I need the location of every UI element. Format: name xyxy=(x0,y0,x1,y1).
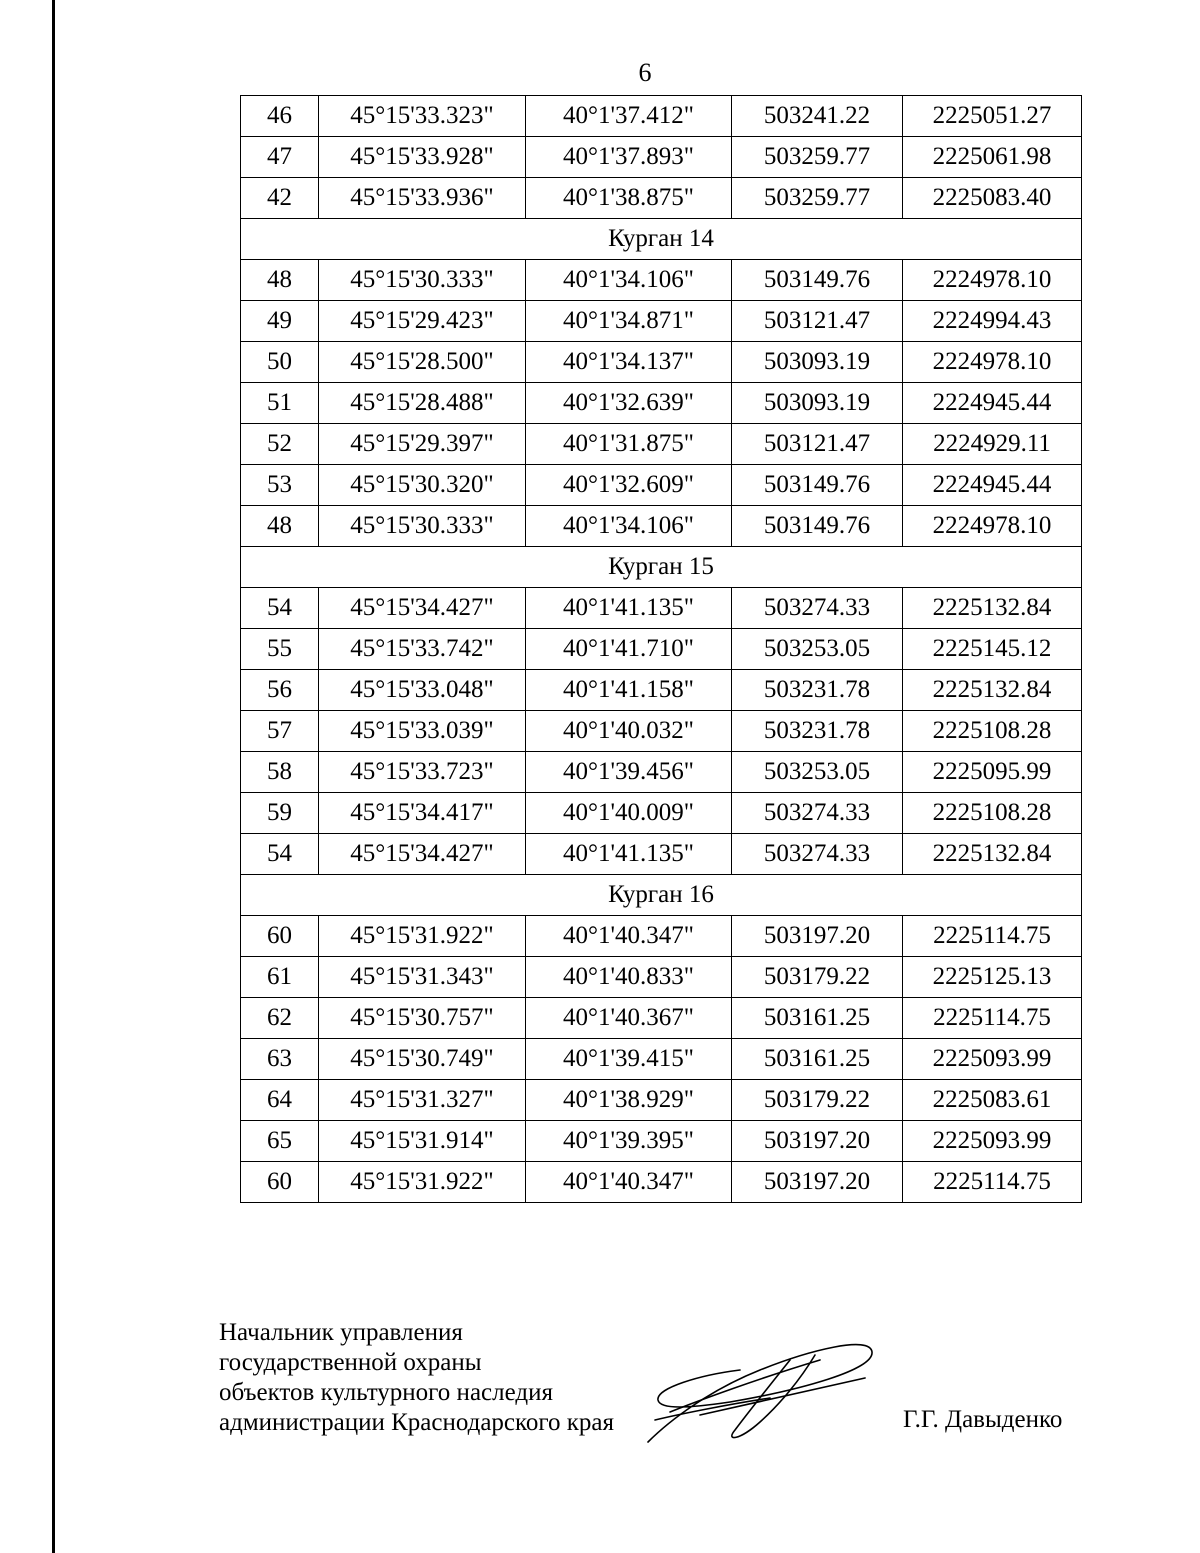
longitude-cell: 40°1'37.893" xyxy=(526,137,732,178)
latitude-cell: 45°15'31.343" xyxy=(319,957,526,998)
point-number-cell: 53 xyxy=(241,465,319,506)
point-number-cell: 54 xyxy=(241,588,319,629)
longitude-cell: 40°1'41.135" xyxy=(526,834,732,875)
point-number-cell: 58 xyxy=(241,752,319,793)
latitude-cell: 45°15'30.749" xyxy=(319,1039,526,1080)
point-number-cell: 64 xyxy=(241,1080,319,1121)
signer-position-line: объектов культурного наследия xyxy=(219,1379,553,1406)
x-coordinate-cell: 503093.19 xyxy=(732,342,903,383)
table-row xyxy=(241,834,1082,875)
x-coordinate-cell: 503121.47 xyxy=(732,424,903,465)
table-row xyxy=(241,998,1082,1039)
table-row xyxy=(241,424,1082,465)
x-coordinate-cell: 503197.20 xyxy=(732,1121,903,1162)
y-coordinate-cell: 2225114.75 xyxy=(903,916,1082,957)
latitude-cell: 45°15'34.427" xyxy=(319,588,526,629)
left-margin-line xyxy=(52,0,55,1553)
longitude-cell: 40°1'39.395" xyxy=(526,1121,732,1162)
longitude-cell: 40°1'40.032" xyxy=(526,711,732,752)
x-coordinate-cell: 503093.19 xyxy=(732,383,903,424)
table-row xyxy=(241,1039,1082,1080)
longitude-cell: 40°1'40.367" xyxy=(526,998,732,1039)
point-number-cell: 57 xyxy=(241,711,319,752)
table-row xyxy=(241,629,1082,670)
y-coordinate-cell: 2225114.75 xyxy=(903,1162,1082,1203)
longitude-cell: 40°1'40.009" xyxy=(526,793,732,834)
group-title: Курган 16 xyxy=(241,875,1082,916)
latitude-cell: 45°15'30.320" xyxy=(319,465,526,506)
point-number-cell: 46 xyxy=(241,96,319,137)
longitude-cell: 40°1'39.456" xyxy=(526,752,732,793)
point-number-cell: 49 xyxy=(241,301,319,342)
longitude-cell: 40°1'40.347" xyxy=(526,916,732,957)
x-coordinate-cell: 503253.05 xyxy=(732,629,903,670)
y-coordinate-cell: 2225093.99 xyxy=(903,1121,1082,1162)
latitude-cell: 45°15'34.427" xyxy=(319,834,526,875)
point-number-cell: 61 xyxy=(241,957,319,998)
longitude-cell: 40°1'34.106" xyxy=(526,506,732,547)
latitude-cell: 45°15'33.048" xyxy=(319,670,526,711)
y-coordinate-cell: 2224978.10 xyxy=(903,506,1082,547)
latitude-cell: 45°15'28.488" xyxy=(319,383,526,424)
longitude-cell: 40°1'41.158" xyxy=(526,670,732,711)
latitude-cell: 45°15'30.757" xyxy=(319,998,526,1039)
table-row xyxy=(241,752,1082,793)
point-number-cell: 48 xyxy=(241,260,319,301)
x-coordinate-cell: 503161.25 xyxy=(732,1039,903,1080)
x-coordinate-cell: 503274.33 xyxy=(732,588,903,629)
x-coordinate-cell: 503259.77 xyxy=(732,178,903,219)
longitude-cell: 40°1'39.415" xyxy=(526,1039,732,1080)
y-coordinate-cell: 2225083.61 xyxy=(903,1080,1082,1121)
point-number-cell: 48 xyxy=(241,506,319,547)
x-coordinate-cell: 503149.76 xyxy=(732,260,903,301)
x-coordinate-cell: 503274.33 xyxy=(732,793,903,834)
coordinates-table xyxy=(240,95,1082,1203)
latitude-cell: 45°15'28.500" xyxy=(319,342,526,383)
longitude-cell: 40°1'32.639" xyxy=(526,383,732,424)
table-row xyxy=(241,383,1082,424)
table-row xyxy=(241,670,1082,711)
point-number-cell: 42 xyxy=(241,178,319,219)
latitude-cell: 45°15'29.423" xyxy=(319,301,526,342)
table-row xyxy=(241,260,1082,301)
latitude-cell: 45°15'33.936" xyxy=(319,178,526,219)
point-number-cell: 65 xyxy=(241,1121,319,1162)
y-coordinate-cell: 2225114.75 xyxy=(903,998,1082,1039)
y-coordinate-cell: 2224978.10 xyxy=(903,342,1082,383)
longitude-cell: 40°1'31.875" xyxy=(526,424,732,465)
signer-name: Г.Г. Давыденко xyxy=(903,1406,1063,1433)
longitude-cell: 40°1'37.412" xyxy=(526,96,732,137)
point-number-cell: 52 xyxy=(241,424,319,465)
longitude-cell: 40°1'41.135" xyxy=(526,588,732,629)
point-number-cell: 55 xyxy=(241,629,319,670)
longitude-cell: 40°1'34.106" xyxy=(526,260,732,301)
table-row xyxy=(241,916,1082,957)
y-coordinate-cell: 2225093.99 xyxy=(903,1039,1082,1080)
y-coordinate-cell: 2224945.44 xyxy=(903,383,1082,424)
y-coordinate-cell: 2224994.43 xyxy=(903,301,1082,342)
y-coordinate-cell: 2225132.84 xyxy=(903,588,1082,629)
latitude-cell: 45°15'31.922" xyxy=(319,1162,526,1203)
latitude-cell: 45°15'33.928" xyxy=(319,137,526,178)
latitude-cell: 45°15'30.333" xyxy=(319,260,526,301)
table-row xyxy=(241,465,1082,506)
y-coordinate-cell: 2225132.84 xyxy=(903,670,1082,711)
table-row xyxy=(241,137,1082,178)
latitude-cell: 45°15'33.039" xyxy=(319,711,526,752)
y-coordinate-cell: 2225095.99 xyxy=(903,752,1082,793)
point-number-cell: 51 xyxy=(241,383,319,424)
x-coordinate-cell: 503231.78 xyxy=(732,670,903,711)
table-row xyxy=(241,342,1082,383)
x-coordinate-cell: 503121.47 xyxy=(732,301,903,342)
y-coordinate-cell: 2225051.27 xyxy=(903,96,1082,137)
x-coordinate-cell: 503259.77 xyxy=(732,137,903,178)
latitude-cell: 45°15'29.397" xyxy=(319,424,526,465)
x-coordinate-cell: 503231.78 xyxy=(732,711,903,752)
table-row xyxy=(241,96,1082,137)
point-number-cell: 47 xyxy=(241,137,319,178)
y-coordinate-cell: 2225083.40 xyxy=(903,178,1082,219)
signer-position-line: администрации Краснодарского края xyxy=(219,1409,615,1436)
longitude-cell: 40°1'41.710" xyxy=(526,629,732,670)
page-number: 6 xyxy=(638,58,652,87)
latitude-cell: 45°15'33.323" xyxy=(319,96,526,137)
x-coordinate-cell: 503197.20 xyxy=(732,916,903,957)
table-row xyxy=(241,178,1082,219)
latitude-cell: 45°15'31.914" xyxy=(319,1121,526,1162)
y-coordinate-cell: 2225108.28 xyxy=(903,711,1082,752)
signer-position-line: Начальник управления xyxy=(219,1319,463,1346)
table-row xyxy=(241,957,1082,998)
point-number-cell: 59 xyxy=(241,793,319,834)
group-header-row xyxy=(241,875,1082,916)
point-number-cell: 54 xyxy=(241,834,319,875)
latitude-cell: 45°15'31.327" xyxy=(319,1080,526,1121)
group-header-row xyxy=(241,219,1082,260)
longitude-cell: 40°1'38.929" xyxy=(526,1080,732,1121)
group-header-row xyxy=(241,547,1082,588)
y-coordinate-cell: 2225108.28 xyxy=(903,793,1082,834)
y-coordinate-cell: 2225132.84 xyxy=(903,834,1082,875)
point-number-cell: 60 xyxy=(241,1162,319,1203)
longitude-cell: 40°1'34.137" xyxy=(526,342,732,383)
signer-position xyxy=(219,1318,614,1438)
x-coordinate-cell: 503179.22 xyxy=(732,1080,903,1121)
x-coordinate-cell: 503179.22 xyxy=(732,957,903,998)
x-coordinate-cell: 503149.76 xyxy=(732,506,903,547)
longitude-cell: 40°1'38.875" xyxy=(526,178,732,219)
x-coordinate-cell: 503241.22 xyxy=(732,96,903,137)
x-coordinate-cell: 503161.25 xyxy=(732,998,903,1039)
x-coordinate-cell: 503274.33 xyxy=(732,834,903,875)
latitude-cell: 45°15'30.333" xyxy=(319,506,526,547)
group-title: Курган 15 xyxy=(241,547,1082,588)
table-row xyxy=(241,1121,1082,1162)
x-coordinate-cell: 503253.05 xyxy=(732,752,903,793)
table-row xyxy=(241,588,1082,629)
handwritten-signature xyxy=(640,1330,880,1450)
y-coordinate-cell: 2224978.10 xyxy=(903,260,1082,301)
table-row xyxy=(241,1162,1082,1203)
longitude-cell: 40°1'40.347" xyxy=(526,1162,732,1203)
y-coordinate-cell: 2225125.13 xyxy=(903,957,1082,998)
table-row xyxy=(241,1080,1082,1121)
table-row xyxy=(241,711,1082,752)
y-coordinate-cell: 2224929.11 xyxy=(903,424,1082,465)
y-coordinate-cell: 2224945.44 xyxy=(903,465,1082,506)
point-number-cell: 50 xyxy=(241,342,319,383)
x-coordinate-cell: 503149.76 xyxy=(732,465,903,506)
latitude-cell: 45°15'33.723" xyxy=(319,752,526,793)
longitude-cell: 40°1'32.609" xyxy=(526,465,732,506)
point-number-cell: 63 xyxy=(241,1039,319,1080)
x-coordinate-cell: 503197.20 xyxy=(732,1162,903,1203)
y-coordinate-cell: 2225145.12 xyxy=(903,629,1082,670)
point-number-cell: 56 xyxy=(241,670,319,711)
signer-position-line: государственной охраны xyxy=(219,1349,482,1376)
table-row xyxy=(241,301,1082,342)
latitude-cell: 45°15'31.922" xyxy=(319,916,526,957)
latitude-cell: 45°15'33.742" xyxy=(319,629,526,670)
longitude-cell: 40°1'34.871" xyxy=(526,301,732,342)
coordinates-table-body xyxy=(241,96,1082,1203)
longitude-cell: 40°1'40.833" xyxy=(526,957,732,998)
group-title: Курган 14 xyxy=(241,219,1082,260)
point-number-cell: 62 xyxy=(241,998,319,1039)
y-coordinate-cell: 2225061.98 xyxy=(903,137,1082,178)
latitude-cell: 45°15'34.417" xyxy=(319,793,526,834)
table-row xyxy=(241,793,1082,834)
table-row xyxy=(241,506,1082,547)
point-number-cell: 60 xyxy=(241,916,319,957)
